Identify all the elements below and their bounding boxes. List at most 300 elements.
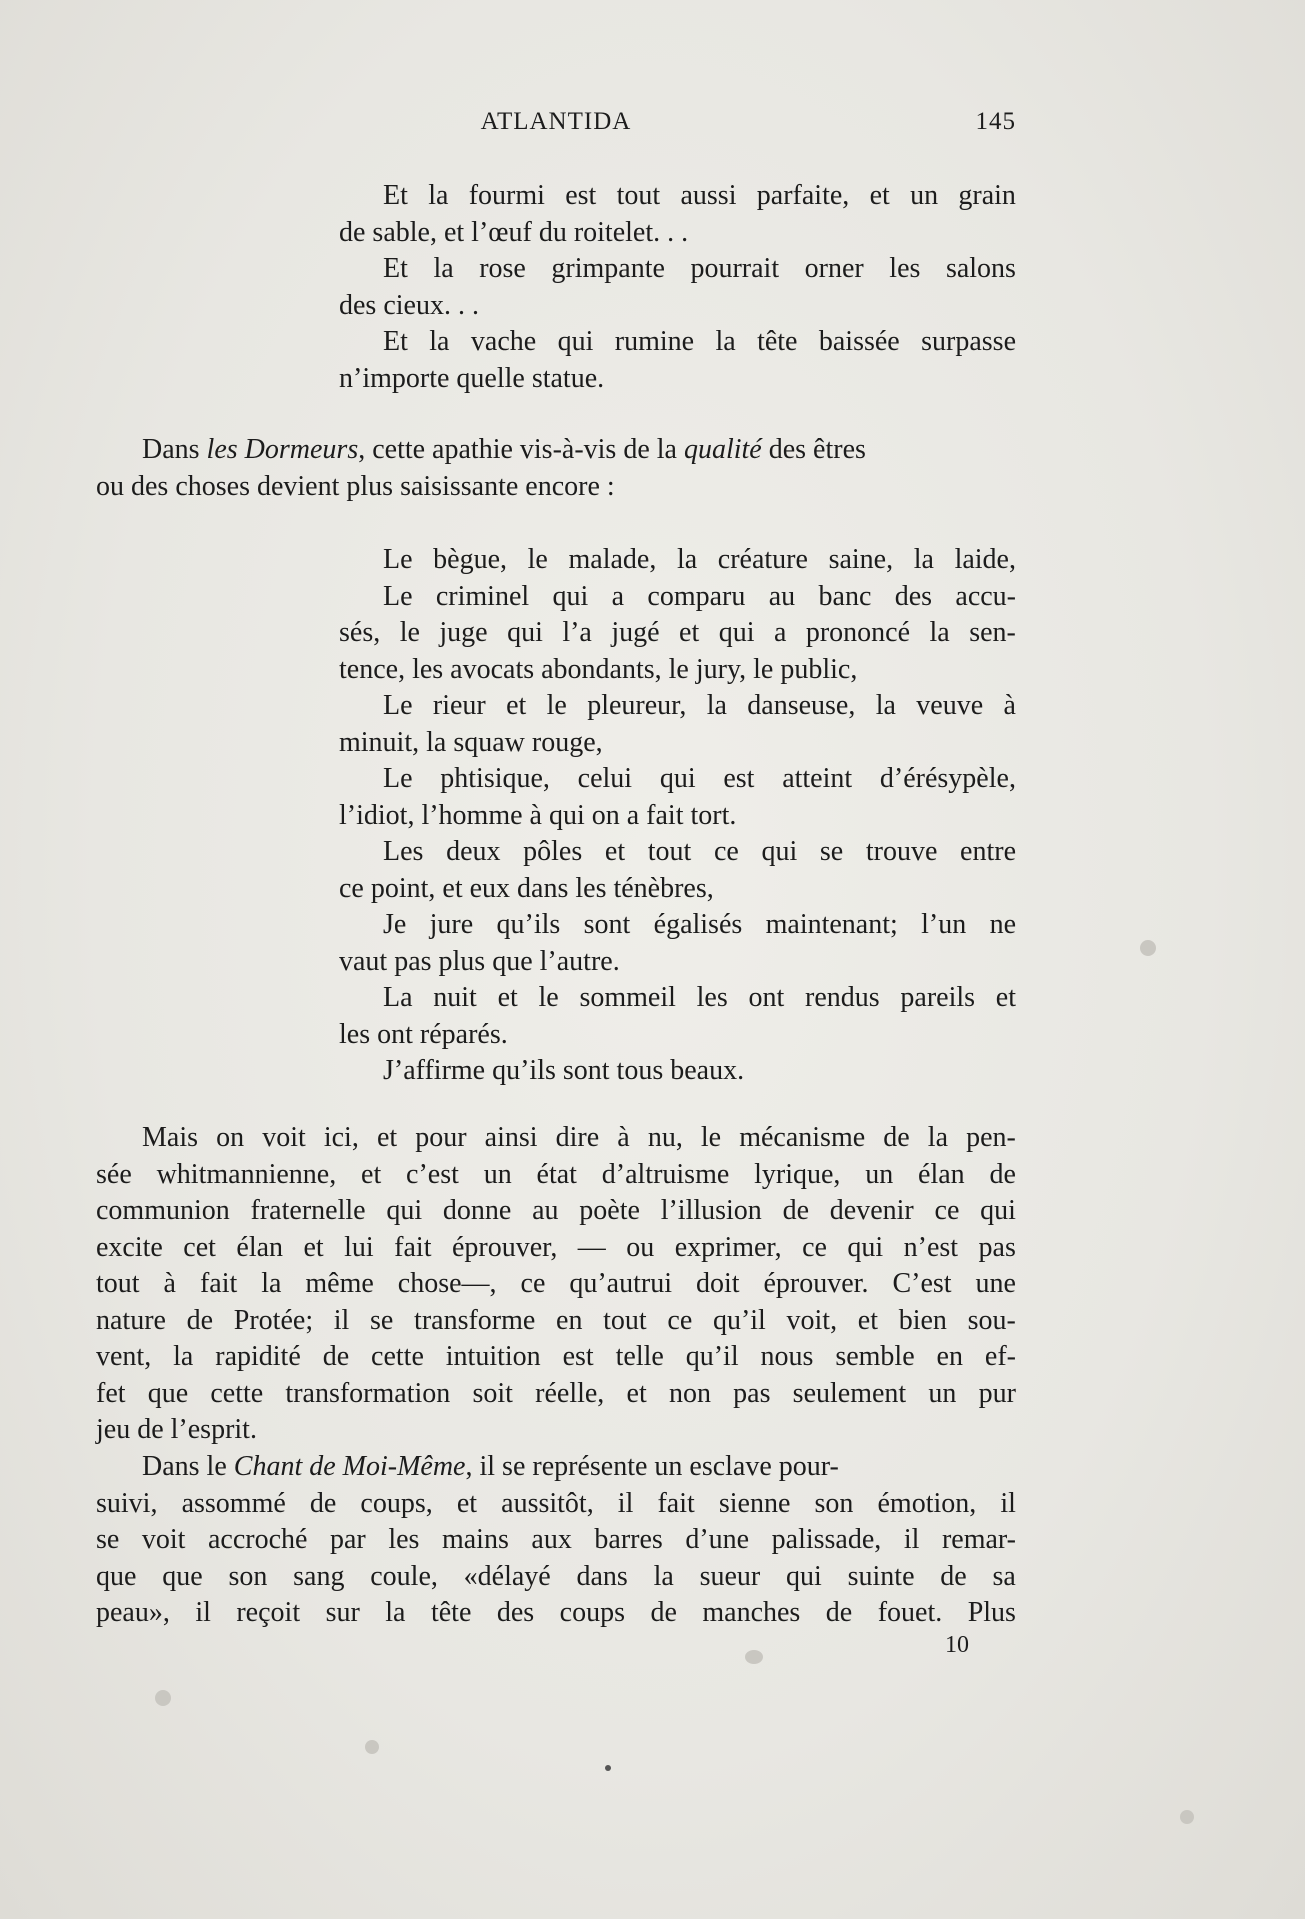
- word: vent,: [96, 1341, 152, 1372]
- word: pour: [415, 1122, 467, 1153]
- word: et: [626, 1377, 647, 1409]
- verse-line: minuit, la squaw rouge,: [339, 726, 603, 758]
- paper-speck: [1180, 1810, 1194, 1824]
- word: qu’il: [712, 1304, 766, 1336]
- word: au: [532, 1195, 559, 1226]
- word: devenir: [829, 1195, 914, 1226]
- word: grain: [958, 180, 1016, 211]
- word: est: [562, 1341, 594, 1372]
- word: soit: [472, 1377, 513, 1409]
- word: sienne: [718, 1487, 791, 1519]
- word: nu,: [647, 1122, 683, 1153]
- word: coups: [559, 1597, 625, 1628]
- word: sa: [992, 1560, 1016, 1592]
- paragraph-line: jeu de l’esprit.: [96, 1414, 257, 1445]
- word: maintenant;: [765, 909, 898, 940]
- word: créature: [717, 544, 808, 575]
- verse-line: J’affirme qu’ils sont tous beaux.: [383, 1055, 745, 1086]
- word: fourmi: [468, 180, 545, 211]
- word: de: [322, 1341, 350, 1372]
- signature-folio: 10: [945, 1632, 969, 1658]
- word: état: [536, 1158, 577, 1190]
- word: accu-: [955, 580, 1016, 612]
- word: se: [370, 1304, 394, 1336]
- paragraph-line: [96, 1120, 1016, 1157]
- word: la: [929, 617, 950, 648]
- word: et: [604, 836, 626, 867]
- word: communion: [96, 1195, 230, 1226]
- word: cet: [183, 1231, 216, 1263]
- running-head: ATLANTIDA: [480, 108, 632, 135]
- word: il: [1000, 1487, 1016, 1519]
- word: et: [506, 690, 527, 721]
- word: voit,: [786, 1304, 838, 1336]
- word: l’illusion: [660, 1195, 762, 1226]
- word: whitmannienne,: [156, 1158, 337, 1190]
- paragraph-line: Dans les Dormeurs , cette apathie vis-à-vis de la qualité des êtres: [142, 434, 866, 465]
- word: pourrait: [690, 253, 780, 284]
- word: tout: [647, 836, 692, 867]
- word: le: [527, 544, 548, 575]
- word: coups,: [360, 1487, 433, 1519]
- word: suinte: [847, 1560, 915, 1592]
- word: est: [565, 180, 597, 211]
- word: la: [433, 253, 454, 284]
- verse-line: de sable, et l’œuf du roitelet. . .: [339, 216, 689, 248]
- verse-block-2: [96, 542, 1016, 1090]
- word: —: [577, 1231, 606, 1263]
- word: qu’autrui: [569, 1268, 672, 1299]
- word: en: [556, 1304, 583, 1336]
- word: et: [361, 1158, 382, 1190]
- word: les: [388, 1524, 420, 1555]
- word: son: [228, 1560, 268, 1592]
- paragraph-line: [96, 1193, 1016, 1230]
- word: rieur: [432, 690, 486, 721]
- word: la: [913, 544, 934, 575]
- paragraph-line: [96, 1559, 1016, 1596]
- paper-speck: [1140, 940, 1156, 956]
- verse-line: [96, 251, 1016, 288]
- word: de: [940, 1560, 967, 1592]
- word: n’est: [903, 1231, 959, 1263]
- word: orner: [804, 253, 864, 284]
- word: un: [483, 1158, 512, 1190]
- word: palissade,: [771, 1524, 882, 1555]
- word: le: [546, 690, 567, 721]
- paragraph-line: [96, 1266, 1016, 1303]
- word: chose—,: [397, 1268, 497, 1299]
- verse-line: [96, 907, 1016, 944]
- word: et: [456, 1487, 478, 1519]
- word: fait: [657, 1487, 695, 1519]
- word: ce: [667, 1304, 693, 1336]
- word: pur: [978, 1377, 1016, 1409]
- word: dire: [555, 1122, 600, 1153]
- word: se: [819, 836, 844, 867]
- word: aussi: [680, 180, 737, 211]
- word: Le: [383, 580, 413, 612]
- word: la: [706, 690, 727, 721]
- paper-speck: [155, 1690, 171, 1706]
- word: La: [383, 982, 413, 1013]
- word: qui: [659, 763, 696, 794]
- word: émotion,: [877, 1487, 977, 1519]
- word: de: [825, 1597, 853, 1628]
- paragraph-3: [96, 1449, 1016, 1632]
- word: d’érésypèle,: [879, 763, 1016, 794]
- word: élan: [918, 1158, 965, 1190]
- word: jure: [429, 909, 474, 940]
- word: qui: [980, 1195, 1016, 1226]
- word: tout: [96, 1268, 140, 1299]
- word: sen-: [969, 617, 1016, 648]
- word: c’est: [406, 1158, 459, 1190]
- word: il: [903, 1524, 920, 1555]
- word: sur: [325, 1597, 360, 1628]
- word: ce: [713, 836, 739, 867]
- word: la: [261, 1268, 282, 1299]
- word: sée: [96, 1158, 132, 1190]
- word: de: [782, 1195, 810, 1226]
- word: Mais: [142, 1122, 198, 1153]
- word: barres: [594, 1524, 663, 1555]
- word: un: [865, 1158, 894, 1190]
- word: salons: [945, 253, 1016, 284]
- verse-line: l’idiot, l’homme à qui on a fait tort.: [339, 799, 737, 831]
- verse-line: [96, 615, 1016, 652]
- verse-line: ce point, et eux dans les ténèbres,: [339, 872, 714, 904]
- word: rapidité: [215, 1341, 301, 1372]
- word: une: [975, 1268, 1016, 1299]
- word: et: [679, 617, 700, 648]
- word: Le: [383, 763, 413, 794]
- paragraph-line: [96, 1595, 1016, 1632]
- word: ont: [748, 982, 785, 1013]
- word: Je: [383, 909, 407, 940]
- paragraph-line: [96, 1230, 1016, 1267]
- word: que: [162, 1560, 203, 1592]
- word: exprimer,: [674, 1231, 782, 1263]
- word: ne: [989, 909, 1016, 940]
- word: de: [650, 1597, 677, 1628]
- word: donne: [442, 1195, 512, 1226]
- verse-line: [96, 324, 1016, 361]
- word: peau»,: [96, 1597, 170, 1628]
- word: remar-: [941, 1524, 1016, 1555]
- word: Le: [383, 690, 413, 721]
- word: ce: [802, 1231, 827, 1263]
- verse-block-1: [96, 178, 1016, 397]
- word: mécanisme: [739, 1122, 866, 1153]
- word: ici,: [323, 1122, 359, 1153]
- word: voit: [262, 1122, 306, 1153]
- word: sommeil: [579, 982, 676, 1013]
- word: cette: [371, 1341, 424, 1372]
- word: il: [617, 1487, 634, 1519]
- word: de: [186, 1304, 214, 1336]
- paragraph-line: [96, 1303, 1016, 1340]
- word: criminel: [435, 580, 530, 612]
- word: Le: [383, 544, 413, 575]
- page-number: 145: [975, 108, 1016, 135]
- word: pareils: [900, 982, 976, 1013]
- word: les: [696, 982, 728, 1013]
- word: lyrique,: [754, 1158, 841, 1190]
- word: qui: [718, 617, 755, 648]
- word: vache: [470, 326, 537, 357]
- word: fraternelle: [250, 1195, 366, 1226]
- word: ce: [934, 1195, 960, 1226]
- word: élan: [236, 1231, 284, 1263]
- word: banc: [818, 580, 872, 612]
- word: à: [1003, 690, 1016, 721]
- verse-line: des cieux. . .: [339, 289, 479, 321]
- word: deux: [446, 836, 501, 867]
- paragraph-line: ou des choses devient plus saisissante encore :: [96, 470, 615, 502]
- word: poète: [579, 1195, 640, 1226]
- word: manches: [702, 1597, 801, 1628]
- word: suivi,: [96, 1487, 158, 1519]
- word: pas: [978, 1231, 1016, 1263]
- word: dans: [576, 1560, 628, 1592]
- word: éprouver.: [763, 1268, 869, 1299]
- paragraph-line: [96, 1376, 1016, 1413]
- word: pôles: [523, 836, 583, 867]
- paragraph-1: [96, 432, 1016, 505]
- word: en: [936, 1341, 963, 1372]
- word: et: [497, 982, 518, 1013]
- word: mains: [441, 1524, 509, 1555]
- verse-line: [96, 761, 1016, 798]
- word: veuve: [916, 690, 984, 721]
- paragraph-line: [96, 1486, 1016, 1523]
- word: l’a: [562, 617, 592, 648]
- word: reçoit: [236, 1597, 301, 1628]
- verse-line: [96, 980, 1016, 1017]
- word: trouve: [865, 836, 938, 867]
- word: la: [173, 1341, 194, 1372]
- word: et: [995, 982, 1016, 1013]
- word: rumine: [614, 326, 695, 357]
- word: ef-: [984, 1341, 1016, 1372]
- word: comparu: [647, 580, 746, 612]
- word: qui: [786, 1560, 822, 1592]
- word: fet: [96, 1377, 126, 1409]
- word: coule,: [370, 1560, 438, 1592]
- word: Plus: [967, 1597, 1016, 1628]
- word: Protée;: [233, 1304, 314, 1336]
- word: de: [883, 1122, 910, 1153]
- word: aux: [531, 1524, 572, 1555]
- word: danseuse,: [747, 690, 856, 721]
- word: Les: [383, 836, 424, 867]
- word: accroché: [207, 1524, 308, 1555]
- word: se: [96, 1524, 120, 1555]
- word: assommé: [181, 1487, 286, 1519]
- word: l’un: [921, 909, 967, 940]
- word: bègue,: [433, 544, 508, 575]
- word: transformation: [285, 1377, 451, 1409]
- page-header: [96, 108, 1016, 144]
- word: Et: [383, 180, 408, 211]
- word: tout: [616, 180, 661, 211]
- verse-line: tence, les avocats abondants, le jury, le public,: [339, 653, 858, 685]
- word: entre: [960, 836, 1016, 867]
- word: de: [309, 1487, 337, 1519]
- word: son: [814, 1487, 854, 1519]
- word: semble: [835, 1341, 915, 1372]
- word: même: [305, 1268, 374, 1299]
- word: ou: [626, 1231, 655, 1263]
- word: la: [428, 180, 449, 211]
- word: «délayé: [463, 1560, 551, 1592]
- word: à: [163, 1268, 176, 1299]
- word: baissée: [818, 326, 900, 357]
- word: à: [617, 1122, 630, 1153]
- paragraph-line: [96, 1339, 1016, 1376]
- word: sont: [583, 909, 631, 940]
- word: d’une: [685, 1524, 750, 1555]
- paragraph-2: [96, 1120, 1016, 1449]
- word: bien: [898, 1304, 947, 1336]
- verse-line: [96, 178, 1016, 215]
- word: qui: [386, 1195, 423, 1226]
- verse-line: les ont réparés.: [339, 1018, 508, 1050]
- word: pleureur,: [587, 690, 687, 721]
- word: nuit: [433, 982, 477, 1013]
- paper-speck: [745, 1650, 763, 1664]
- word: laide,: [954, 544, 1016, 575]
- word: sang: [293, 1560, 345, 1592]
- word: qui: [552, 580, 589, 612]
- paragraph-line: Dans le Chant de Moi-Même , il se représente un esclave pour-: [142, 1451, 839, 1482]
- word: rose: [479, 253, 526, 284]
- word: rendus: [805, 982, 880, 1013]
- word: ce: [520, 1268, 546, 1299]
- word: grimpante: [551, 253, 665, 284]
- word: la: [429, 326, 450, 357]
- word: il: [333, 1304, 350, 1336]
- word: prononcé: [805, 617, 911, 648]
- word: la: [676, 544, 698, 575]
- word: malade,: [568, 544, 657, 575]
- word: le: [538, 982, 559, 1013]
- word: Et: [383, 326, 408, 357]
- word: non: [668, 1377, 711, 1409]
- word: pas: [733, 1377, 771, 1409]
- word: juge: [439, 617, 488, 648]
- verse-line: [96, 579, 1016, 616]
- word: les: [889, 253, 921, 284]
- word: sueur: [699, 1560, 761, 1592]
- word: le: [399, 617, 420, 648]
- word: ainsi: [484, 1122, 538, 1153]
- verse-line: n’importe quelle statue.: [339, 362, 605, 394]
- word: surpasse: [921, 326, 1016, 357]
- word: nature: [96, 1304, 166, 1336]
- word: que: [147, 1377, 189, 1409]
- word: a: [773, 617, 787, 648]
- word: fait: [394, 1231, 432, 1263]
- word: cette: [210, 1377, 264, 1409]
- word: excite: [96, 1231, 163, 1263]
- word: a: [611, 580, 625, 612]
- word: un: [910, 180, 939, 211]
- paragraph-line: [96, 1522, 1016, 1559]
- verse-line: [96, 688, 1016, 725]
- word: pen-: [966, 1122, 1016, 1153]
- word: réelle,: [535, 1377, 605, 1409]
- word: voit: [141, 1524, 186, 1555]
- word: au: [768, 580, 796, 612]
- word: C’est: [892, 1268, 952, 1299]
- word: jugé: [611, 617, 660, 648]
- word: parfaite,: [756, 180, 850, 211]
- word: celui: [577, 763, 633, 794]
- word: que: [96, 1560, 137, 1592]
- paper-speck: [365, 1740, 379, 1754]
- word: aussitôt,: [501, 1487, 594, 1519]
- word: il: [195, 1597, 211, 1628]
- word: et: [857, 1304, 878, 1336]
- word: et: [376, 1122, 398, 1153]
- word: d’altruisme: [601, 1158, 730, 1190]
- word: la: [653, 1560, 674, 1592]
- word: transforme: [414, 1304, 536, 1336]
- word: nous: [760, 1341, 814, 1372]
- word: on: [216, 1122, 245, 1153]
- word: qui: [557, 326, 594, 357]
- word: tout: [603, 1304, 647, 1336]
- word: atteint: [782, 763, 853, 794]
- verse-line: [96, 834, 1016, 871]
- word: des: [894, 580, 933, 612]
- word: qui: [761, 836, 798, 867]
- verse-line: vaut pas plus que l’autre.: [339, 945, 620, 977]
- word: phtisique,: [440, 763, 550, 794]
- paragraph-line: [96, 1157, 1016, 1194]
- word: telle: [615, 1341, 664, 1372]
- word: sou-: [967, 1304, 1016, 1336]
- word: sés,: [339, 617, 381, 648]
- word: qu’il: [685, 1341, 739, 1372]
- word: fait: [199, 1268, 238, 1299]
- word: la: [927, 1122, 949, 1153]
- word: intuition: [445, 1341, 541, 1372]
- word: éprouver,: [451, 1231, 558, 1263]
- word: est: [723, 763, 755, 794]
- word: de: [989, 1158, 1016, 1190]
- word: qui: [507, 617, 543, 648]
- word: tête: [757, 326, 798, 357]
- word: égalisés: [653, 909, 743, 940]
- word: la: [715, 326, 736, 357]
- word: fouet.: [877, 1597, 943, 1628]
- word: par: [330, 1524, 366, 1555]
- word: doit: [695, 1268, 740, 1299]
- word: tête: [430, 1597, 472, 1628]
- word: et: [869, 180, 890, 211]
- word: le: [700, 1122, 722, 1153]
- verse-line: [96, 542, 1016, 579]
- paper-speck: [605, 1765, 611, 1771]
- word: saine,: [828, 544, 894, 575]
- word: des: [496, 1597, 535, 1628]
- word: la: [875, 690, 896, 721]
- word: Et: [383, 253, 408, 284]
- word: seulement: [792, 1377, 907, 1409]
